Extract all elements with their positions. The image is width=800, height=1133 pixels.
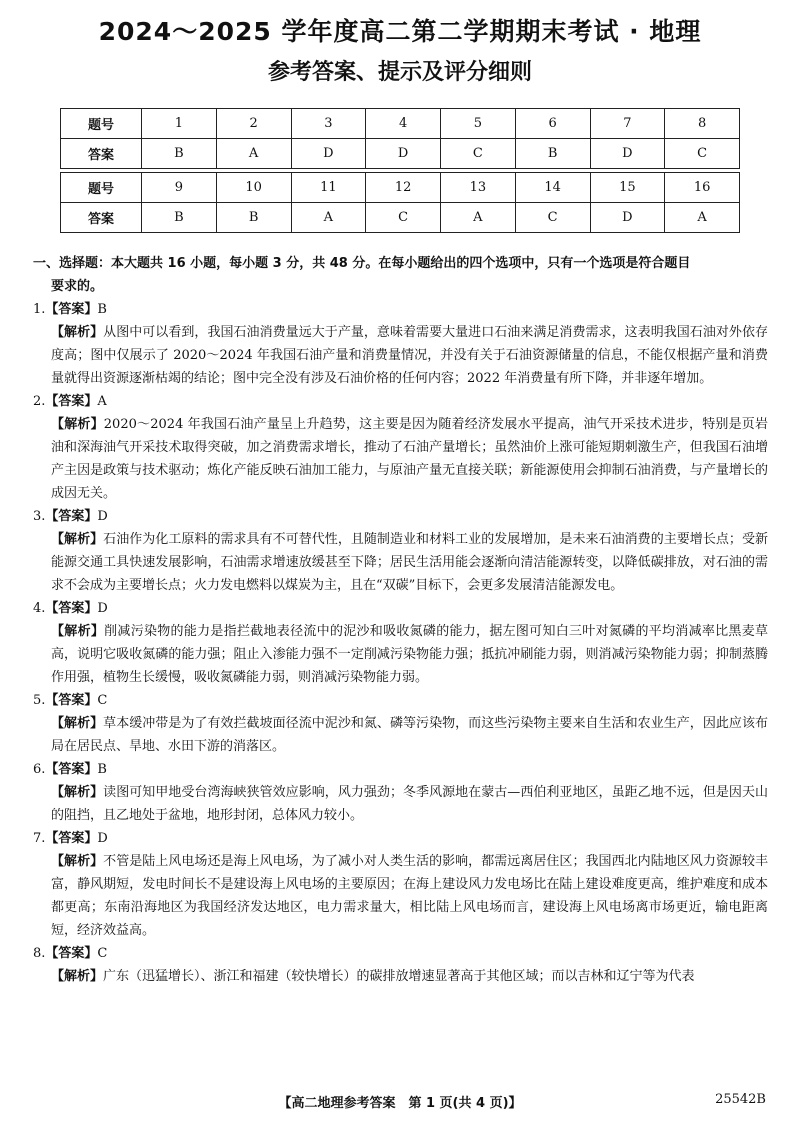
- label-answer: 答案: [61, 139, 142, 169]
- answer-cell: C: [366, 203, 441, 233]
- question-answer: [33, 758, 768, 781]
- question-number: 3.: [33, 509, 46, 524]
- section-heading-line1: 一、选择题：本大题共 16 小题，每小题 3 分，共 48 分。在每小题给出的四个选项中，只有一个选项是符合题目: [33, 256, 691, 271]
- explanation-text: 2020～2024 年我国石油产量呈上升趋势，这主要是因为随着经济发展水平提高，油气开采技术进步，特别是页岩油和深海油气开采技术取得突破，加之消费需求增长，推动了石油产量增长；虽然油价上涨可能短期刺激生产，但我国石油增产主因是政策与技术驱动；炼化产能反映石油加工能力，与原油产量无直接关联；新能源使用会抑制石油消费，与产量增长的成因无关。: [51, 417, 768, 501]
- answer-cell: A: [441, 203, 516, 233]
- question-explanation: [33, 712, 768, 758]
- answer-cell: D: [590, 203, 665, 233]
- explanation-text: 草本缓冲带是为了有效拦截坡面径流中泥沙和氮、磷等污染物，而这些污染物主要来自生活和农业生产，因此应该布局在居民点、旱地、水田下游的消落区。: [51, 716, 768, 754]
- question-answer: [33, 390, 768, 413]
- explanation-text: 不管是陆上风电场还是海上风电场，为了减小对人类生活的影响，都需远离居住区；我国西北内陆地区风力资源较丰富，静风期短，发电时间长不是建设海上风电场的主要原因；在海上建设风力发电场比在陆上建设难度更高，维护难度和成本都更高；东南沿海地区为我国经济发达地区，电力需求量大，相比陆上风电场而言，建设海上风电场离市场更近，输电距离短，经济效益高。: [51, 854, 768, 938]
- answer-tag: 【答案】: [45, 693, 98, 708]
- explanation-tag: 【解析】: [51, 532, 104, 547]
- answer-tag: 【答案】: [45, 601, 98, 616]
- table-row-answers: [61, 203, 740, 233]
- answer-cell: C: [441, 139, 516, 169]
- question-answer: [33, 505, 768, 528]
- question-number-cell: 15: [590, 173, 665, 203]
- question-number-cell: 4: [366, 109, 441, 139]
- answer-cell: C: [665, 139, 740, 169]
- answer-tag: 【答案】: [45, 946, 98, 961]
- answer-tag: 【答案】: [45, 762, 98, 777]
- explanation-text: 读图可知甲地受台湾海峡狭管效应影响，风力强劲；冬季风源地在蒙古—西伯利亚地区，虽距乙地不远，但是因天山的阻挡，且乙地处于盆地，地形封闭，总体风力较小。: [51, 785, 768, 823]
- table-row-answers: [61, 139, 740, 169]
- explanation-tag: 【解析】: [51, 716, 104, 731]
- answer-cell: A: [291, 203, 366, 233]
- table-row-numbers: [61, 173, 740, 203]
- explanation-text: 从图中可以看到，我国石油消费量远大于产量，意味着需要大量进口石油来满足消费需求，这表明我国石油对外依存度高；图中仅展示了 2020～2024 年我国石油产量和消费量情况，并没有关于石油资源储量的信息，不能仅根据产量和消费量就得出资源逐渐枯竭的结论；图中完全没有涉及石油价格的任何内容；2022 年消费量有所下降，并非逐年增加。: [51, 325, 768, 386]
- question-number: 5.: [33, 693, 46, 708]
- explanation-text: 石油作为化工原料的需求具有不可替代性，且随制造业和材料工业的发展增加，是未来石油消费的主要增长点；受新能源交通工具快速发展影响，石油需求增速放缓甚至下降；居民生活用能会逐渐向清洁能源转变，以降低碳排放，对石油的需求不会成为主要增长点；火力发电燃料以煤炭为主，且在“双碳”目标下，会更多发展清洁能源发电。: [51, 532, 768, 593]
- question-number-cell: 13: [441, 173, 516, 203]
- answer-cell: B: [142, 139, 217, 169]
- answer-tag: 【答案】: [45, 831, 98, 846]
- page-title: 2024～2025 学年度高二第二学期期末考试 · 地理: [98, 17, 702, 46]
- question-block: [33, 942, 768, 988]
- page-subtitle: 参考答案、提示及评分细则: [267, 60, 532, 85]
- answer-cell: B: [216, 203, 291, 233]
- question-number-cell: 8: [665, 109, 740, 139]
- explanation-tag: 【解析】: [51, 417, 104, 432]
- question-explanation: [33, 528, 768, 597]
- question-explanation: [33, 413, 768, 505]
- answer-cell: A: [665, 203, 740, 233]
- question-number: 6.: [33, 762, 46, 777]
- explanation-text: 广东（迅猛增长）、浙江和福建（较快增长）的碳排放增速显著高于其他区域；而以吉林和辽宁等为代表: [103, 969, 695, 984]
- answer-cell: D: [366, 139, 441, 169]
- question-number-cell: 9: [142, 173, 217, 203]
- question-number: 2.: [33, 394, 46, 409]
- answer-tag: 【答案】: [45, 394, 98, 409]
- footer-page-info: 【高二地理参考答案 第 1 页(共 4 页)】: [278, 1096, 522, 1111]
- question-block: [33, 827, 768, 942]
- question-block: [33, 597, 768, 689]
- question-number: 1.: [33, 302, 46, 317]
- question-block: [33, 390, 768, 505]
- question-explanation: [33, 965, 768, 988]
- question-number-cell: 16: [665, 173, 740, 203]
- question-explanation: [33, 850, 768, 942]
- question-explanation: [33, 781, 768, 827]
- question-number-cell: 14: [515, 173, 590, 203]
- answer-value: A: [97, 394, 107, 409]
- question-answer: [33, 942, 768, 965]
- answer-value: B: [97, 302, 107, 317]
- page-footer: [0, 1092, 800, 1116]
- explanation-tag: 【解析】: [51, 785, 104, 800]
- answer-value: D: [97, 509, 108, 524]
- question-number: 7.: [33, 831, 46, 846]
- question-block: [33, 689, 768, 758]
- explanation-text: 削减污染物的能力是指拦截地表径流中的泥沙和吸收氮磷的能力，据左图可知白三叶对氮磷的平均消减率比黑麦草高，说明它吸收氮磷的能力强；阻止入渗能力强不一定削减污染物能力强；抵抗冲刷能力弱，则消减污染物能力弱；抑制蒸腾作用强，植物生长缓慢，吸收氮磷能力弱，则消减污染物能力弱。: [51, 624, 768, 685]
- answer-cell: B: [142, 203, 217, 233]
- answer-cell: B: [515, 139, 590, 169]
- label-answer: 答案: [61, 203, 142, 233]
- question-explanation: [33, 620, 768, 689]
- answer-cell: D: [291, 139, 366, 169]
- question-number-cell: 12: [366, 173, 441, 203]
- question-number-cell: 11: [291, 173, 366, 203]
- answer-cell: A: [216, 139, 291, 169]
- answer-value: C: [97, 693, 108, 708]
- question-number-cell: 6: [515, 109, 590, 139]
- question-answer: [33, 597, 768, 620]
- question-block: [33, 298, 768, 390]
- question-answer: [33, 689, 768, 712]
- explanation-tag: 【解析】: [51, 325, 104, 340]
- question-number-cell: 2: [216, 109, 291, 139]
- answer-table-1: [60, 108, 740, 169]
- section-heading-line2: 要求的。: [51, 279, 104, 294]
- question-block: [33, 758, 768, 827]
- label-question-number: 题号: [61, 173, 142, 203]
- answer-tag: 【答案】: [45, 302, 98, 317]
- answer-value: D: [97, 601, 108, 616]
- label-question-number: 题号: [61, 109, 142, 139]
- question-number-cell: 3: [291, 109, 366, 139]
- answer-value: B: [97, 762, 107, 777]
- question-answer: [33, 827, 768, 850]
- answer-explanations: [33, 252, 768, 988]
- question-number: 8.: [33, 946, 46, 961]
- answer-value: D: [97, 831, 108, 846]
- answer-key-tables: [60, 108, 740, 233]
- question-block: [33, 505, 768, 597]
- explanation-tag: 【解析】: [51, 624, 105, 639]
- answer-tag: 【答案】: [45, 509, 98, 524]
- question-answer: [33, 298, 768, 321]
- explanation-tag: 【解析】: [51, 969, 104, 984]
- answer-value: C: [97, 946, 108, 961]
- question-number: 4.: [33, 601, 46, 616]
- question-number-cell: 1: [142, 109, 217, 139]
- question-number-cell: 7: [590, 109, 665, 139]
- question-number-cell: 10: [216, 173, 291, 203]
- answer-cell: D: [590, 139, 665, 169]
- question-explanation: [33, 321, 768, 390]
- footer-code: 25542B: [715, 1092, 766, 1107]
- answer-cell: C: [515, 203, 590, 233]
- answer-table-2: [60, 172, 740, 233]
- question-number-cell: 5: [441, 109, 516, 139]
- section-heading: [33, 252, 768, 298]
- table-row-numbers: [61, 109, 740, 139]
- explanation-tag: 【解析】: [51, 854, 104, 869]
